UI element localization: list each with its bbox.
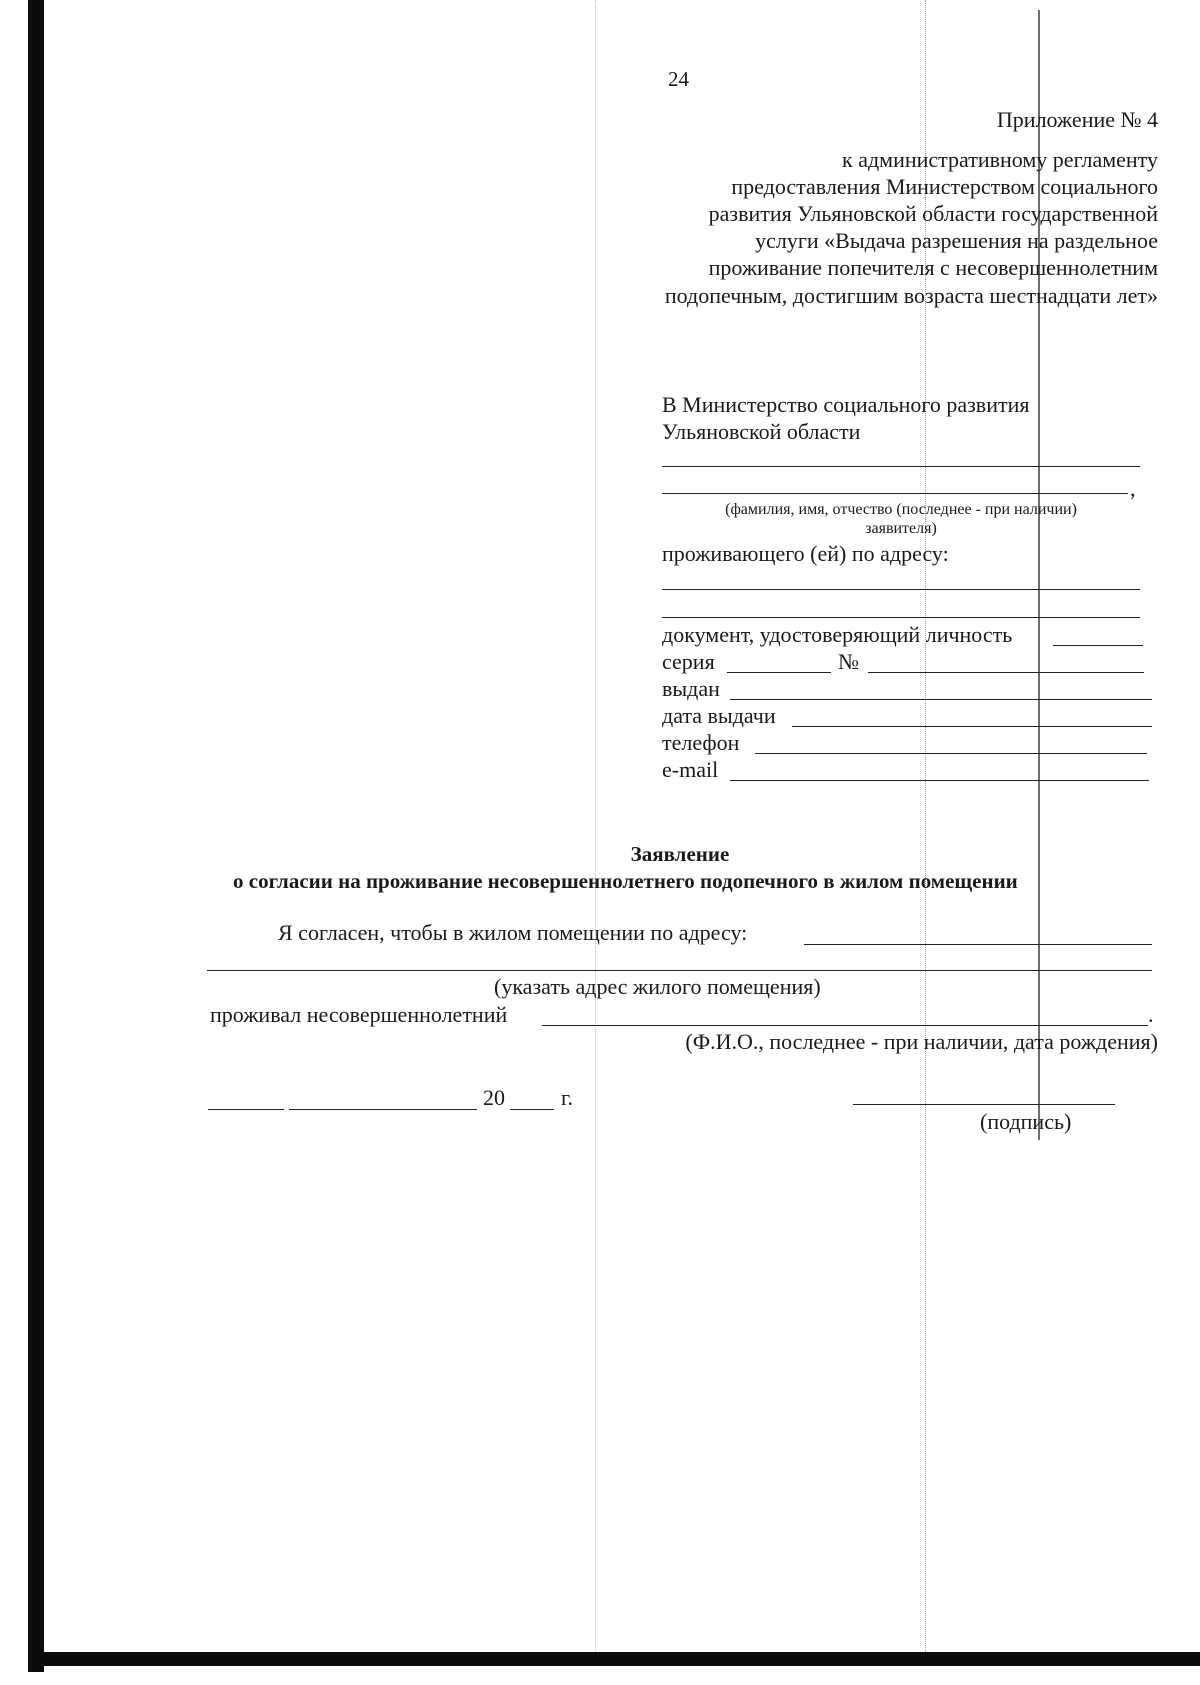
address-blank-line[interactable] <box>662 617 1140 618</box>
minor-blank-line[interactable] <box>542 1025 1148 1026</box>
year-suffix: г. <box>561 1085 574 1110</box>
address-blank-line[interactable] <box>662 589 1140 590</box>
series-label: серия <box>662 649 715 674</box>
issued-blank-line[interactable] <box>730 699 1152 700</box>
phone-blank-line[interactable] <box>755 753 1147 754</box>
appendix-line: развития Ульяновской области государственной <box>708 201 1158 226</box>
name-blank-line[interactable] <box>662 466 1140 467</box>
name-hint: заявителя) <box>865 520 937 537</box>
addressee-line: В Министерство социального развития <box>662 392 1030 417</box>
statement-subtitle: о согласии на проживание несовершеннолетнего подопечного в жилом помещении <box>233 869 1018 893</box>
appendix-line: предоставления Министерством социального <box>731 174 1158 199</box>
address-blank-line[interactable] <box>804 944 1152 945</box>
year-blank-line[interactable] <box>510 1109 554 1110</box>
month-blank-line[interactable] <box>289 1109 477 1110</box>
page-number: 24 <box>668 67 689 91</box>
signature-hint: (подпись) <box>980 1109 1072 1134</box>
address-hint: (указать адрес жилого помещения) <box>494 974 821 999</box>
day-blank-line[interactable] <box>208 1109 284 1110</box>
addressee-line: Ульяновской области <box>662 419 861 444</box>
comma: , <box>1130 476 1136 501</box>
year-prefix: 20 <box>483 1085 505 1110</box>
living-label: проживающего (ей) по адресу: <box>662 541 949 566</box>
scan-edge-bottom <box>28 1652 1200 1666</box>
document-label: документ, удостоверяющий личность <box>662 622 1013 647</box>
consent-text: Я согласен, чтобы в жилом помещении по адресу: <box>278 920 748 945</box>
appendix-line: подопечным, достигшим возраста шестнадцати лет» <box>664 283 1158 308</box>
statement-title: Заявление <box>630 842 730 866</box>
scan-edge-left <box>28 0 44 1672</box>
minor-label: проживал несовершеннолетний <box>210 1002 508 1027</box>
name-hint: (фамилия, имя, отчество (последнее - при наличии) <box>725 501 1077 518</box>
document-blank-line[interactable] <box>1053 645 1143 646</box>
scan-fold-line <box>595 0 596 1652</box>
issue-date-blank-line[interactable] <box>792 726 1152 727</box>
address-blank-line[interactable] <box>207 970 1152 971</box>
series-blank-line[interactable] <box>727 672 831 673</box>
signature-blank-line[interactable] <box>853 1104 1115 1105</box>
period: . <box>1148 1002 1154 1027</box>
number-blank-line[interactable] <box>868 672 1144 673</box>
phone-label: телефон <box>662 730 740 755</box>
email-label: e-mail <box>662 757 719 782</box>
appendix-line: проживание попечителя с несовершеннолетним <box>708 255 1158 280</box>
issued-label: выдан <box>662 676 720 701</box>
number-label: № <box>838 649 859 674</box>
email-blank-line[interactable] <box>730 780 1149 781</box>
minor-hint: (Ф.И.О., последнее - при наличии, дата рождения) <box>685 1029 1158 1054</box>
issue-date-label: дата выдачи <box>662 703 776 728</box>
appendix-line: услуги «Выдача разрешения на раздельное <box>755 228 1158 253</box>
appendix-title: Приложение № 4 <box>996 107 1158 132</box>
name-blank-line[interactable] <box>662 493 1128 494</box>
appendix-line: к административному регламенту <box>842 147 1158 172</box>
